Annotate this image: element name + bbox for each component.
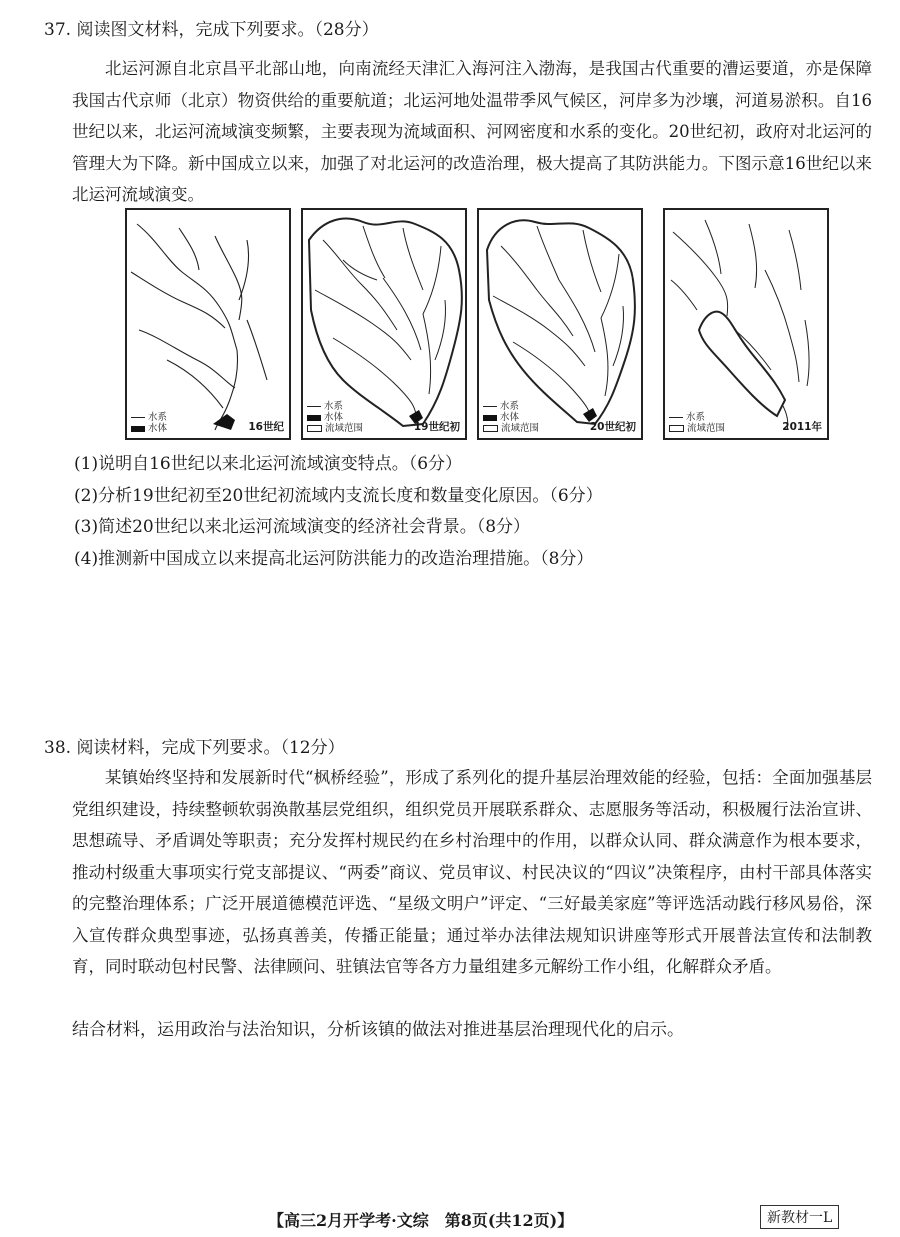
question-37-part-2: (2)分析19世纪初至20世纪初流域内支流长度和数量变化原因。（6分） [74, 486, 603, 506]
question-37-part-1: (1)说明自16世纪以来北运河流域演变特点。（6分） [74, 454, 463, 474]
question-37-material: 北运河源自北京昌平北部山地，向南流经天津汇入海河注入渤海，是我国古代重要的漕运要道，亦是保障我国古代京师（北京）物资供给的重要航道；北运河地处温带季风气候区，河岸多为沙壤，河道易淤积。自16世纪以来，北运河流域演变频繁，主要表现为流域面积、河网密度和水系的变化。20世纪初，政府对北运河的管理大为下降。新中国成立以来，加强了对北运河的改造治理，极大提高了其防洪能力。下图示意16世纪以来北运河流域演变。 [72, 59, 872, 204]
map-legend: 水系 流域范围 [669, 412, 725, 434]
map-period-label: 16世纪 [248, 421, 284, 433]
question-38-heading: 38. 阅读材料，完成下列要求。（12分） [44, 738, 345, 758]
map-16th-century [125, 208, 291, 440]
map-early-20th-century [477, 208, 643, 440]
river-network-icon [665, 210, 827, 438]
question-37-part-3: (3)简述20世纪以来北运河流域演变的经济社会背景。（8分） [74, 517, 531, 537]
question-37-heading: 37. 阅读图文材料，完成下列要求。（28分） [44, 20, 379, 40]
edition-badge: 新教材一L [760, 1205, 839, 1229]
map-legend: 水系 水体 流域范围 [483, 401, 539, 434]
map-legend: 水系 水体 流域范围 [307, 401, 363, 434]
map-period-label: 20世纪初 [589, 421, 636, 433]
map-legend: 水系 水体 [131, 412, 167, 434]
question-38-material: 某镇始终坚持和发展新时代“枫桥经验”，形成了系列化的提升基层治理效能的经验，包括：全面加强基层党组织建设，持续整顿软弱涣散基层党组织，组织党员开展联系群众、志愿服务等活动，积极履行法治宣讲、思想疏导、矛盾调处等职责；充分发挥村规民约在乡村治理中的作用，以群众认同、群众满意作为根本要求，推动村级重大事项实行党支部提议、“两委”商议、党员审议、村民决议的“四议”决策程序，由村干部具体落实的完整治理体系；广泛开展道德模范评选、“星级文明户”评定、“三好最美家庭”等评选活动践行移风易俗，深入宣传群众典型事迹，弘扬真善美，传播正能量；通过举办法律法规知识讲座等形式开展普法宣传和法制教育，同时联动包村民警、法律顾问、驻镇法官等各方力量组建多元解纷工作小组，化解群众矛盾。 [72, 768, 872, 976]
map-2011 [663, 208, 829, 440]
question-38-task: 结合材料，运用政治与法治知识，分析该镇的做法对推进基层治理现代化的启示。 [72, 1020, 684, 1040]
map-early-19th-century [301, 208, 467, 440]
map-period-label: 2011年 [782, 421, 822, 433]
map-period-label: 19世纪初 [413, 421, 460, 433]
question-37-part-4: (4)推测新中国成立以来提高北运河防洪能力的改造治理措施。（8分） [74, 549, 594, 569]
river-network-icon [127, 210, 289, 438]
river-basin-evolution-figure [125, 208, 841, 442]
page-footer: 【高三2月开学考·文综 第8页(共12页)】 [268, 1211, 574, 1230]
